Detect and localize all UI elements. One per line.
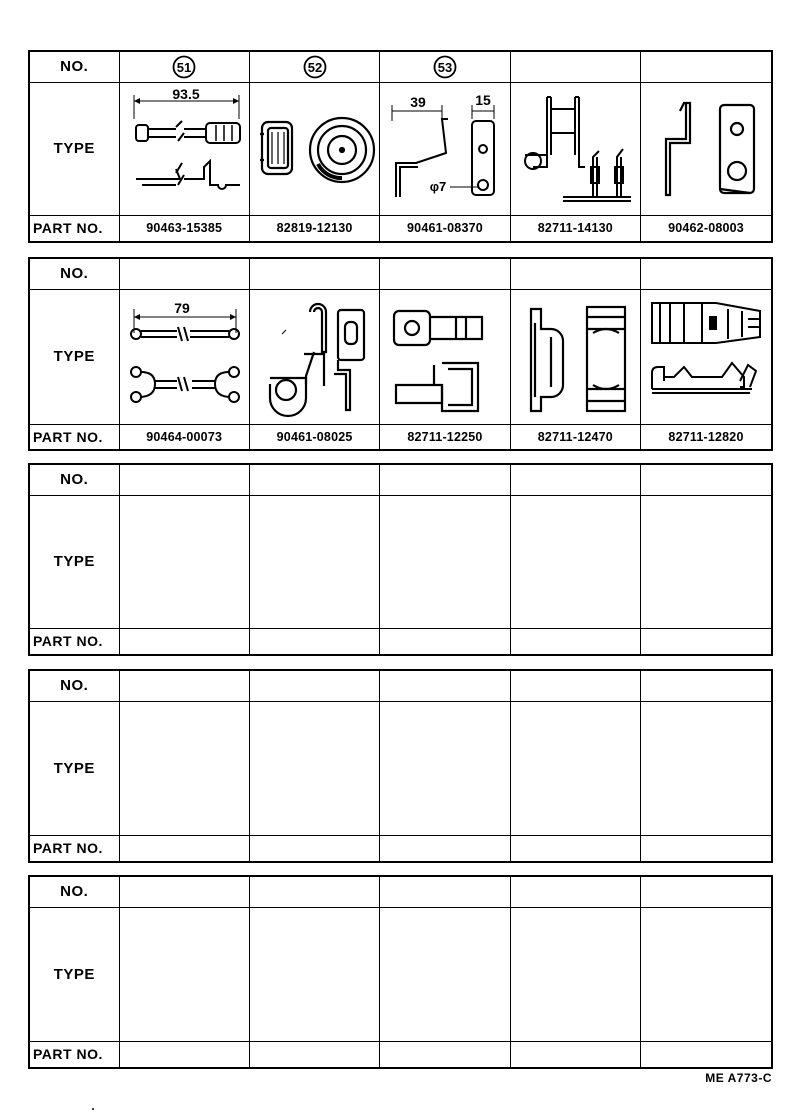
- type-cell: [380, 495, 510, 628]
- item-number-empty: [119, 259, 249, 289]
- item-number-53: [380, 52, 510, 82]
- no-label: NO.: [30, 671, 119, 701]
- stray-mark: [92, 1108, 94, 1110]
- parts-panel-5: [28, 875, 773, 1069]
- part-number: [119, 1041, 249, 1067]
- parts-panel-1: [28, 50, 773, 243]
- svg-text:53: 53: [437, 59, 453, 75]
- part-no-label: PART NO.: [30, 835, 119, 861]
- type-cell: [119, 82, 249, 215]
- type-cell: [119, 289, 249, 424]
- item-number-empty: [510, 671, 640, 701]
- type-cell: [249, 495, 379, 628]
- item-number-empty: [249, 465, 379, 495]
- part-number: [510, 1041, 640, 1067]
- circle-number-badge: [170, 55, 198, 79]
- circle-number-badge: [301, 55, 329, 79]
- svg-text:φ7: φ7: [430, 178, 447, 194]
- loop-clamp-icon: [252, 294, 377, 419]
- part-number: [380, 835, 510, 861]
- wire-clamp-icon: [124, 89, 244, 209]
- svg-text:39: 39: [410, 93, 427, 110]
- type-cell: [641, 289, 771, 424]
- part-number: [249, 628, 379, 654]
- item-number-empty: [641, 465, 771, 495]
- item-number-empty: [249, 877, 379, 907]
- type-cell: [249, 907, 379, 1041]
- bracket-clamp-icon: [382, 89, 507, 209]
- type-cell: [380, 907, 510, 1041]
- hook-clamp-icon: [644, 89, 769, 209]
- part-number: 82819-12130: [249, 215, 379, 241]
- part-no-label: PART NO.: [30, 628, 119, 654]
- type-cell: [510, 289, 640, 424]
- item-number-empty: [641, 877, 771, 907]
- type-cell: [249, 289, 379, 424]
- item-number-empty: [641, 52, 771, 82]
- no-label: NO.: [30, 52, 119, 82]
- no-label: NO.: [30, 465, 119, 495]
- item-number-empty: [119, 465, 249, 495]
- item-number-52: [249, 52, 379, 82]
- svg-text:15: 15: [475, 91, 492, 108]
- type-cell: [641, 82, 771, 215]
- type-cell: [510, 701, 640, 835]
- item-number-empty: [380, 259, 510, 289]
- item-number-empty: [249, 671, 379, 701]
- item-number-empty: [119, 877, 249, 907]
- part-number: [380, 1041, 510, 1067]
- type-cell: [119, 907, 249, 1041]
- item-number-empty: [380, 877, 510, 907]
- parts-panel-2: [28, 257, 773, 451]
- item-number-empty: [510, 259, 640, 289]
- no-label: NO.: [30, 877, 119, 907]
- part-number: [119, 835, 249, 861]
- svg-text:51: 51: [176, 59, 192, 75]
- type-cell: [641, 907, 771, 1041]
- svg-text:93.5: 93.5: [172, 88, 200, 102]
- type-cell: [119, 495, 249, 628]
- parts-table-1: [30, 52, 771, 241]
- part-number: [249, 1041, 379, 1067]
- item-number-empty: [119, 671, 249, 701]
- parts-panel-3: [28, 463, 773, 656]
- type-label: TYPE: [30, 907, 119, 1041]
- part-number: [380, 628, 510, 654]
- part-number: 82711-12250: [380, 424, 510, 449]
- part-number: 90463-15385: [119, 215, 249, 241]
- type-cell: [380, 289, 510, 424]
- svg-text:79: 79: [173, 299, 190, 316]
- part-number: 90461-08370: [380, 215, 510, 241]
- parts-table-5: [30, 877, 771, 1067]
- connector-holder-icon: [513, 297, 638, 417]
- parts-panel-4: [28, 669, 773, 863]
- item-number-empty: [380, 465, 510, 495]
- cable-tie-icon: [122, 297, 247, 417]
- part-number: 90464-00073: [119, 424, 249, 449]
- ring-terminal-icon: [382, 297, 507, 417]
- type-cell: [249, 701, 379, 835]
- item-number-empty: [641, 259, 771, 289]
- svg-text:52: 52: [307, 59, 322, 75]
- type-label: TYPE: [30, 495, 119, 628]
- part-number: [510, 835, 640, 861]
- item-number-empty: [641, 671, 771, 701]
- part-number: [249, 835, 379, 861]
- circle-number-badge: [431, 55, 459, 79]
- type-cell: [641, 495, 771, 628]
- parts-table-4: [30, 671, 771, 861]
- terminal-clip-icon: [513, 89, 638, 209]
- type-cell: [510, 495, 640, 628]
- document-code: ME A773-C: [705, 1071, 772, 1085]
- part-number: 90462-08003: [641, 215, 771, 241]
- part-number: 82711-14130: [510, 215, 640, 241]
- part-number: 82711-12470: [510, 424, 640, 449]
- parts-table-3: [30, 465, 771, 654]
- part-no-label: PART NO.: [30, 424, 119, 449]
- no-label: NO.: [30, 259, 119, 289]
- connector-clip-icon: [644, 297, 769, 417]
- parts-table-2: [30, 259, 771, 449]
- type-label: TYPE: [30, 82, 119, 215]
- type-cell: [119, 701, 249, 835]
- type-cell: [249, 82, 379, 215]
- part-no-label: PART NO.: [30, 1041, 119, 1067]
- item-number-empty: [510, 877, 640, 907]
- part-no-label: PART NO.: [30, 215, 119, 241]
- type-cell: [510, 82, 640, 215]
- type-label: TYPE: [30, 701, 119, 835]
- item-number-51: [119, 52, 249, 82]
- type-cell: [641, 701, 771, 835]
- part-number: [641, 1041, 771, 1067]
- item-number-empty: [510, 52, 640, 82]
- item-number-empty: [380, 671, 510, 701]
- part-number: [641, 835, 771, 861]
- type-label: TYPE: [30, 289, 119, 424]
- part-number: 90461-08025: [249, 424, 379, 449]
- type-cell: [380, 701, 510, 835]
- grommet-icon: [252, 94, 377, 204]
- item-number-empty: [510, 465, 640, 495]
- part-number: 82711-12820: [641, 424, 771, 449]
- type-cell: [380, 82, 510, 215]
- part-number: [510, 628, 640, 654]
- part-number: [119, 628, 249, 654]
- part-number: [641, 628, 771, 654]
- item-number-empty: [249, 259, 379, 289]
- type-cell: [510, 907, 640, 1041]
